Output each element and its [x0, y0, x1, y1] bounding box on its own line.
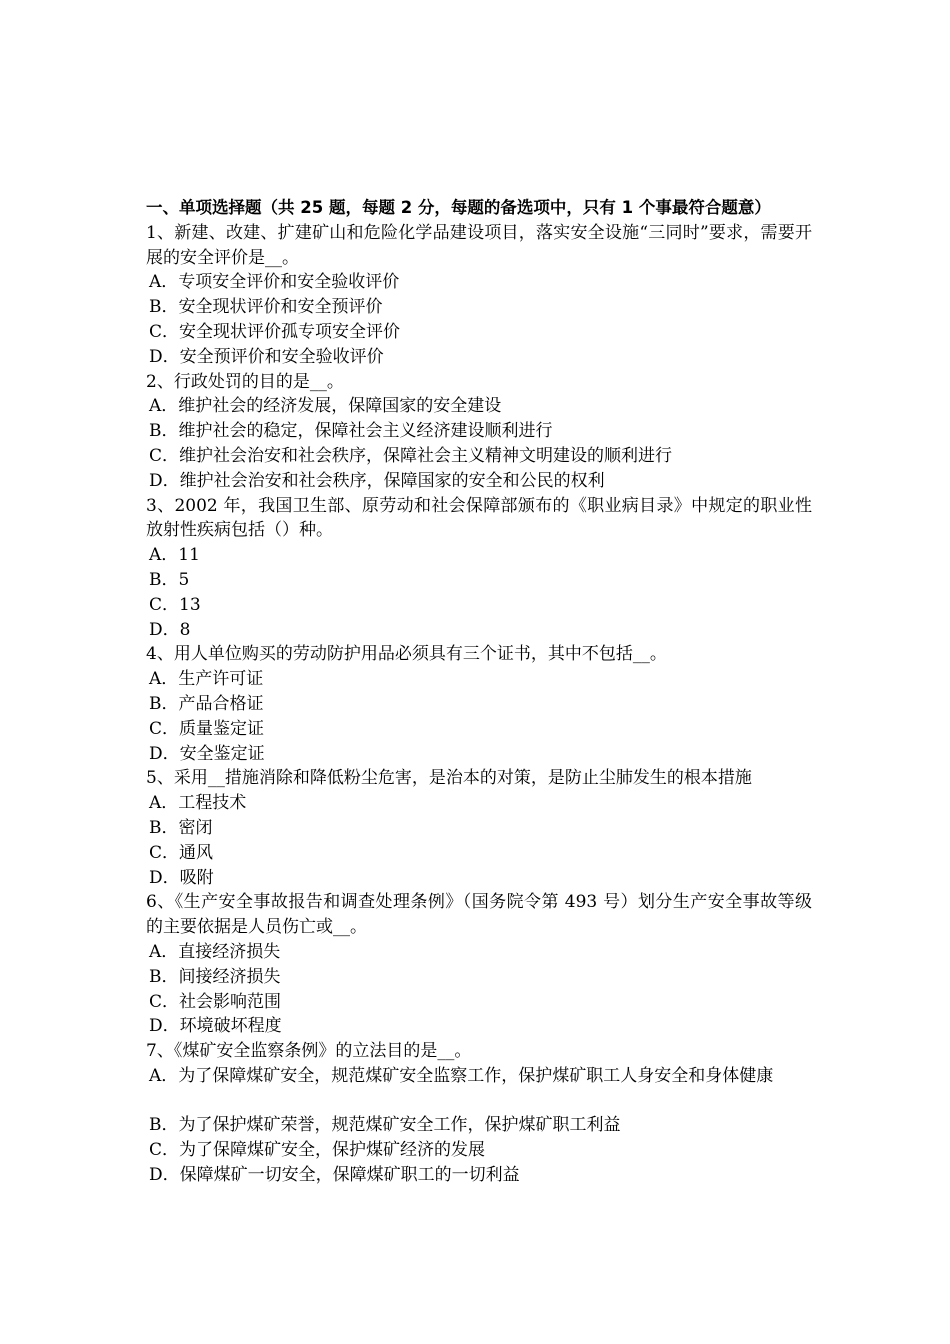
option-a: A．工程技术: [149, 793, 247, 814]
option-a: A．维护社会的经济发展，保障国家的安全建设: [149, 396, 502, 417]
question-4: [146, 642, 812, 766]
option-d: D．安全预评价和安全验收评价: [149, 346, 384, 367]
option-d: D．吸附: [149, 867, 214, 888]
question-stem: 1、新建、改建、扩建矿山和危险化学品建设项目，落实安全设施“三同时”要求，需要开展的安全评价是__。: [146, 222, 812, 268]
option-a: A．生产许可证: [149, 669, 264, 690]
option-c: C．通风: [149, 842, 214, 863]
option-d: D．8: [149, 619, 191, 640]
option-a: A．11: [149, 545, 200, 566]
question-stem: 2、行政处罚的目的是__。: [146, 371, 344, 392]
option-c: C．为了保障煤矿安全，保护煤矿经济的发展: [149, 1140, 486, 1161]
option-d: D．保障煤矿一切安全，保障煤矿职工的一切利益: [149, 1165, 520, 1186]
question-6: [146, 890, 812, 1039]
option-b: B．为了保护煤矿荣誉，规范煤矿安全工作，保护煤矿职工利益: [149, 1115, 621, 1136]
option-d: D．环境破坏程度: [149, 1016, 282, 1037]
option-b: B．维护社会的稳定，保障社会主义经济建设顺利进行: [149, 421, 553, 442]
section-heading: 一、单项选择题（共 25 题，每题 2 分，每题的备选项中，只有 1 个事最符合题意）: [146, 198, 771, 217]
option-b: B．间接经济损失: [149, 966, 281, 987]
option-a: A．专项安全评价和安全验收评价: [149, 272, 400, 293]
option-a: A．为了保障煤矿安全，规范煤矿安全监察工作，保护煤矿职工人身安全和身体健康: [149, 1065, 774, 1086]
option-b: B．产品合格证: [149, 693, 264, 714]
option-c: C．13: [149, 594, 201, 615]
option-b: B．5: [149, 569, 190, 590]
option-c: C．社会影响范围: [149, 991, 282, 1012]
question-7: [146, 1039, 812, 1188]
option-c: C．维护社会治安和社会秩序，保障社会主义精神文明建设的顺利进行: [149, 445, 673, 466]
option-a: A．直接经济损失: [149, 941, 281, 962]
question-5: [146, 766, 812, 890]
question-stem: 7、《煤矿安全监察条例》的立法目的是__。: [146, 1041, 472, 1062]
question-2: [146, 370, 812, 494]
question-3: [146, 494, 812, 643]
option-c: C．质量鉴定证: [149, 718, 265, 739]
question-stem: 6、《生产安全事故报告和调查处理条例》（国务院令第 493 号）划分生产安全事故等级的主要依据是人员伤亡或__。: [146, 892, 812, 938]
option-b: B．安全现状评价和安全预评价: [149, 297, 383, 318]
option-b: B．密闭: [149, 817, 213, 838]
option-c: C．安全现状评价孤专项安全评价: [149, 321, 401, 342]
document-page: [146, 196, 812, 1188]
option-d: D．维护社会治安和社会秩序，保障国家的安全和公民的权利: [149, 470, 605, 491]
question-1: [146, 221, 812, 370]
option-d: D．安全鉴定证: [149, 743, 265, 764]
question-stem: 3、2002 年，我国卫生部、原劳动和社会保障部颁布的《职业病目录》中规定的职业性放射性疾病包括（）种。: [146, 495, 812, 541]
question-stem: 4、用人单位购买的劳动防护用品必须具有三个证书，其中不包括__。: [146, 644, 667, 665]
question-stem: 5、采用__措施消除和降低粉尘危害，是治本的对策，是防止尘肺发生的根本措施: [146, 768, 752, 789]
